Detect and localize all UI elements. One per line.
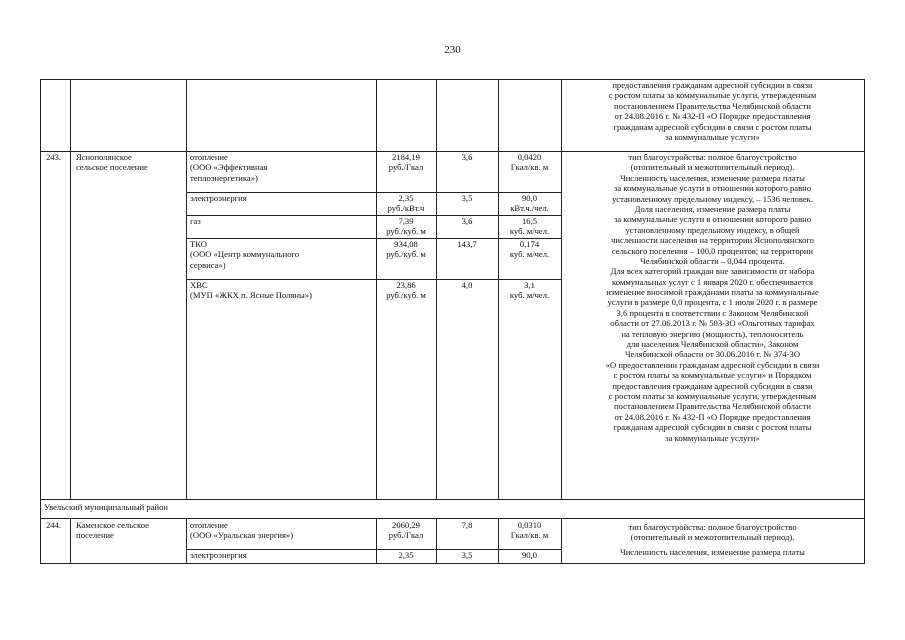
norm-value: 90,0 (521, 550, 538, 560)
service-name: ТКО (ООО «Центр коммунального сервиса») (190, 239, 300, 270)
norm-value: 3,1 куб. м/чел. (509, 280, 550, 301)
index-value: 4,0 (461, 280, 473, 290)
row-note: тип благоустройства: полное благоустройство (отопительный и межотопительный период). Численность населения, изменение размера платы (620, 522, 805, 557)
page-number: 230 (444, 44, 461, 56)
tariff-value: 23,86 руб./куб. м (386, 280, 426, 301)
service-name: газ (190, 216, 201, 226)
index-value: 143,7 (457, 239, 477, 249)
norm-value: 0,174 куб. м/чел. (509, 239, 550, 260)
row-number: 244. (46, 520, 62, 530)
norm-value: 16,5 куб. м/чел. (509, 216, 550, 237)
continued-note: предоставления гражданам адресной субсидии в связи с ростом платы за коммунальные услуги, утвержденным постановлением Правительства Челябинской области от 24.08.2016 г. № 432-П «О Порядке предоставления гражданам адресной субсидии в связи с ростом платы за коммунальные услуги» (608, 80, 817, 142)
settlement-name: Каменское сельское поселение (76, 520, 149, 541)
tariff-value: 7,39 руб./куб. м (386, 216, 426, 237)
index-value: 3,5 (461, 550, 473, 560)
service-name: электроэнергия (190, 550, 247, 560)
index-value: 7,8 (461, 520, 473, 530)
norm-value: 90,0 кВт.ч./чел. (510, 193, 549, 214)
index-value: 3,5 (461, 193, 473, 203)
row-number: 243. (46, 152, 62, 162)
service-name: отопление (ООО «Уральская энергия») (190, 520, 294, 541)
tariff-value: 2184,19 руб./Гкал (388, 152, 424, 173)
row-note: тип благоустройства: полное благоустройство (отопительный и межотопительный период). Численность населения, изменение размера платы за коммунальные услуги в отношении которого равно установленному предельному индексу, – 1536 человек. Доля населения, изменение размера платы за коммунальные услуги в отношении которого равно установленному предельному индексу, в общей численности населения на территории Яснополянского сельского поселения – 100,0 процентов; на территории Челябинской области – 0,044 процента. Для всех категорий граждан вне зависимости от набора коммунальных услуг с 1 января 2020 г. обеспечивается изменение вносимой гражданами платы за коммунальные услуги в размере 0,0 процента, с 1 июля 2020 г. в размере 3,6 процента в соответствии с Законом Челябинской области от 27.06.2013 г. № 503-ЗО «Ольготных тарифах на тепловую энергию (мощность), теплоноситель для населения Челябинской области», Законом Челябинской области от 30.06.2016 г. № 374-ЗО «О предоставлении гражданам адресной субсидии в связи с ростом платы за коммунальные услуги» и Порядком предоставления гражданам адресной субсидии в связи с ростом платы за коммунальные услуги, утвержденным постановлением Правительства Челябинской области от 24.08.2016 г. № 432-П «О Порядке предоставления гражданам адресной субсидии в связи с ростом платы за коммунальные услуги» (605, 152, 820, 443)
norm-value: 0,0420 Гкал/кв. м (510, 152, 549, 173)
index-value: 3,6 (461, 216, 473, 226)
tariff-value: 2,35 (398, 550, 414, 560)
service-name: электроэнергия (190, 193, 247, 203)
norm-value: 0,0310 Гкал/кв. м (510, 520, 549, 541)
index-value: 3,6 (461, 152, 473, 162)
tariff-value: 2,35 руб./кВт.ч (387, 193, 425, 214)
tariff-value: 934,08 руб./куб. м (386, 239, 426, 260)
service-name: отопление (ООО «Эффективная теплоэнергетика») (190, 152, 268, 183)
tariff-value: 2060,29 руб./Гкал (388, 520, 424, 541)
service-name: ХВС (МУП «ЖКХ п. Ясные Поляны») (190, 280, 312, 301)
settlement-name: Яснополянское сельское поселение (76, 152, 148, 173)
district-heading: Увельский муниципальный район (44, 502, 169, 512)
